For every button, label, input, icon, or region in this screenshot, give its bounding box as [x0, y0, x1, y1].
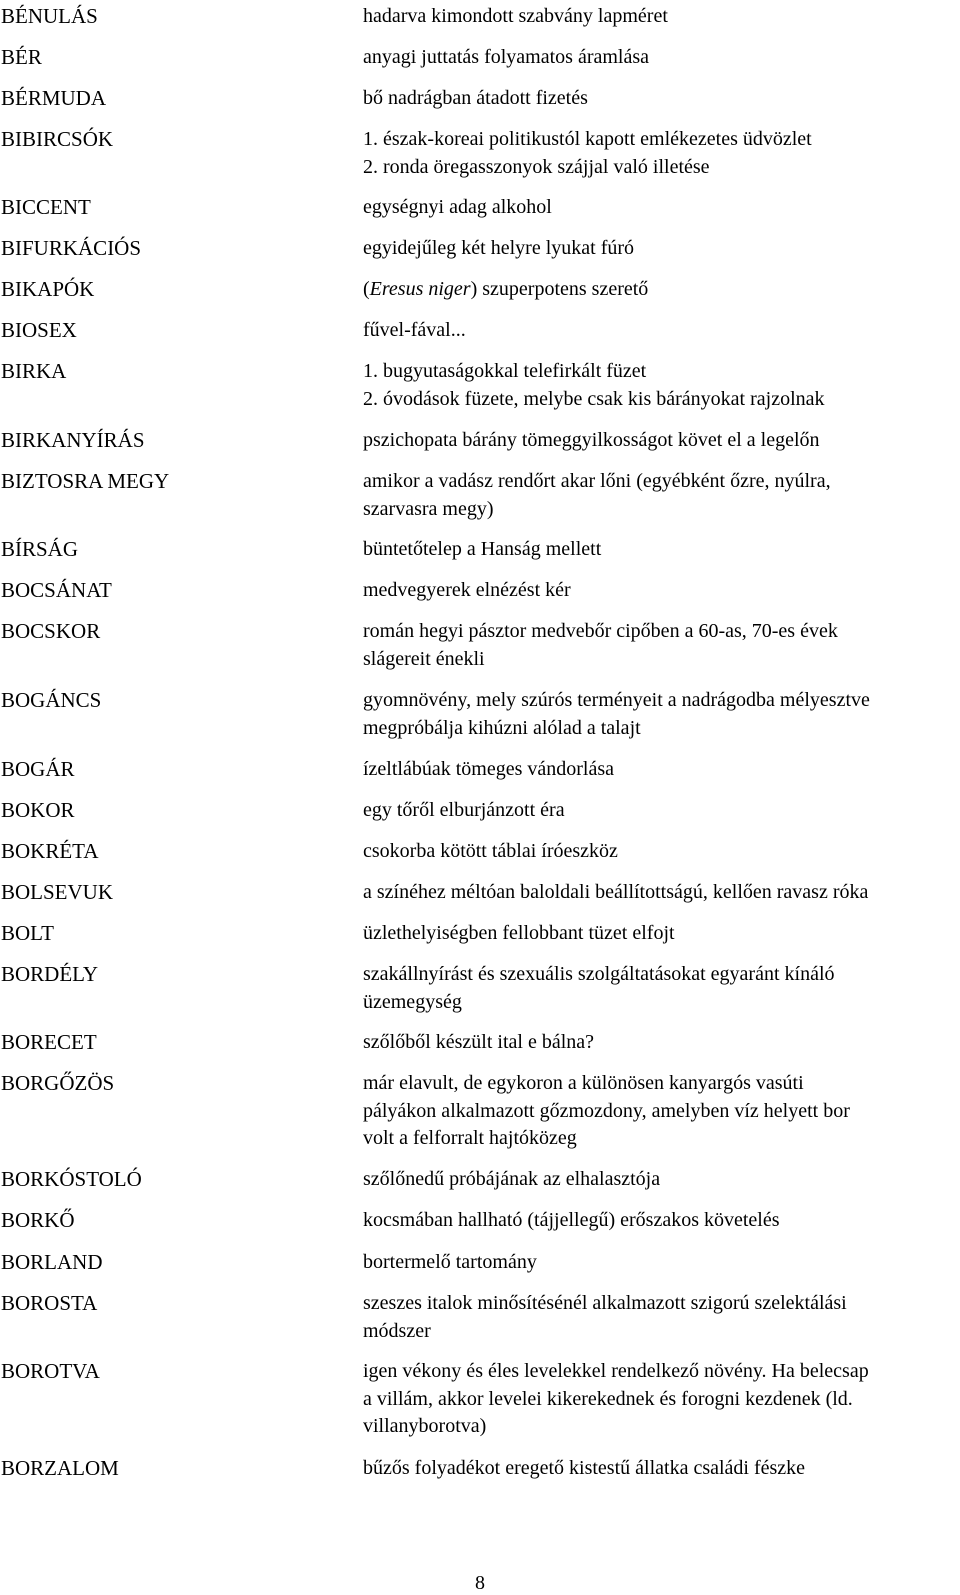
glossary-term: BOROTVA	[1, 1359, 100, 1383]
glossary-term: BOROSTA	[1, 1291, 98, 1315]
definition-line: fűvel-fával...	[363, 319, 466, 341]
definition-line: anyagi juttatás folyamatos áramlása	[363, 46, 650, 68]
definition-line: a villám, akkor levelei kikerekednek és forogni kezdenek (ld.	[363, 1387, 853, 1410]
glossary-term: BOGÁNCS	[1, 688, 102, 712]
glossary-term: BOKOR	[1, 798, 75, 822]
definition-line: 2. óvodások füzete, melybe csak kis bárányokat rajzolnak	[363, 387, 825, 410]
definition-line: 1. észak-koreai politikustól kapott emlékezetes üdvözlet	[363, 128, 812, 150]
glossary-definition	[363, 1166, 960, 1194]
glossary-definition	[363, 1029, 960, 1057]
glossary-definition	[363, 126, 960, 181]
definition-line: ízeltlábúak tömeges vándorlása	[363, 758, 615, 780]
definition-line: csokorba kötött táblai íróeszköz	[363, 840, 618, 862]
glossary-term: BORDÉLY	[1, 962, 99, 986]
definition-line: román hegyi pásztor medvebőr cipőben a 60-as, 70-es évek	[363, 620, 838, 642]
glossary-term: BORKŐ	[1, 1208, 75, 1232]
glossary-term: BIBIRCSÓK	[1, 127, 114, 151]
definition-line: szőlőből készült ital e bálna?	[363, 1031, 595, 1053]
glossary-definition	[363, 536, 960, 564]
glossary-term: BOCSKOR	[1, 619, 101, 643]
definition-line: slágereit énekli	[363, 647, 485, 670]
definition-line: üzlethelyiségben fellobbant tüzet elfojt	[363, 922, 675, 944]
glossary-definition	[363, 1358, 960, 1441]
glossary-definition	[363, 276, 960, 304]
definition-line: bő nadrágban átadott fizetés	[363, 87, 588, 109]
definition-line: bortermelő tartomány	[363, 1251, 537, 1273]
glossary-term: BIKAPÓK	[1, 277, 95, 301]
definition-line: hadarva kimondott szabvány lapméret	[363, 5, 668, 27]
glossary-term: BIOSEX	[1, 318, 77, 342]
glossary-definition	[363, 1207, 960, 1235]
glossary-definition	[363, 577, 960, 605]
definition-line: szeszes italok minősítésénél alkalmazott szigorú szelektálási	[363, 1292, 847, 1314]
glossary-term: BIFURKÁCIÓS	[1, 236, 142, 260]
glossary-term: BOGÁR	[1, 757, 75, 781]
definition-open-paren: (	[363, 278, 370, 300]
glossary-term: BOCSÁNAT	[1, 578, 112, 602]
definition-line: egyidejűleg két helyre lyukat fúró	[363, 237, 635, 259]
glossary-term: BIRKANYÍRÁS	[1, 428, 145, 452]
glossary-term: BORECET	[1, 1030, 97, 1054]
glossary-definition	[363, 920, 960, 948]
definition-line: villanyborotva)	[363, 1415, 487, 1437]
glossary-definition	[363, 879, 960, 907]
glossary-term: BORKÓSTOLÓ	[1, 1167, 142, 1191]
definition-line: pályákon alkalmazott gőzmozdony, amelyben víz helyett bor	[363, 1099, 850, 1122]
glossary-definition	[363, 756, 960, 784]
definition-line: kocsmában hallható (tájjellegű) erőszakos követelés	[363, 1209, 780, 1231]
definition-line: egy tőről elburjánzott éra	[363, 799, 565, 821]
glossary-definition	[363, 44, 960, 72]
glossary-definition	[363, 194, 960, 222]
glossary-term: BÉR	[1, 45, 42, 69]
glossary-definition	[363, 1070, 960, 1153]
glossary-definition	[363, 358, 960, 413]
definition-latin-name: Eresus niger	[369, 278, 471, 300]
definition-line: szőlőnedű próbájának az elhalasztója	[363, 1168, 661, 1190]
definition-line: pszichopata bárány tömeggyilkosságot követ el a legelőn	[363, 429, 820, 451]
glossary-term: BORLAND	[1, 1250, 103, 1274]
definition-line: büntetőtelep a Hanság mellett	[363, 538, 602, 560]
glossary-term: BIRKA	[1, 359, 67, 383]
definition-rest: ) szuperpotens szerető	[470, 278, 649, 300]
glossary-term: BICCENT	[1, 195, 91, 219]
glossary-term: BOLT	[1, 921, 54, 945]
glossary-definition	[363, 618, 960, 673]
glossary-definition	[363, 1249, 960, 1277]
definition-line: módszer	[363, 1319, 431, 1342]
definition-line: üzemegység	[363, 990, 462, 1013]
glossary-definition	[363, 961, 960, 1016]
definition-line: egységnyi adag alkohol	[363, 196, 552, 218]
glossary-definition	[363, 235, 960, 263]
definition-line: szarvasra megy)	[363, 497, 494, 520]
glossary-definition	[363, 3, 960, 31]
definition-line: 1. bugyutaságokkal telefirkált füzet	[363, 360, 647, 382]
glossary-term: BOLSEVUK	[1, 880, 114, 904]
glossary-definition	[363, 85, 960, 113]
page-number: 8	[475, 1572, 485, 1594]
glossary-term: BÉRMUDA	[1, 86, 107, 110]
definition-line: medvegyerek elnézést kér	[363, 579, 571, 601]
definition-line: igen vékony és éles levelekkel rendelkező növény. Ha belecsap	[363, 1360, 869, 1382]
glossary-term: BORZALOM	[1, 1456, 119, 1480]
glossary-definition	[363, 1290, 960, 1345]
glossary-term: BÍRSÁG	[1, 537, 79, 561]
glossary-term: BORGŐZÖS	[1, 1071, 115, 1095]
glossary-definition	[363, 687, 960, 742]
definition-line	[363, 276, 960, 304]
definition-line: gyomnövény, mely szúrós terményeit a nadrágodba mélyesztve	[363, 689, 870, 711]
glossary-definition	[363, 1455, 960, 1483]
definition-line: megpróbálja kihúzni alólad a talajt	[363, 716, 641, 739]
glossary-term: BOKRÉTA	[1, 839, 99, 863]
glossary-term: BÉNULÁS	[1, 4, 98, 28]
definition-line: szakállnyírást és szexuális szolgáltatásokat egyaránt kínáló	[363, 963, 835, 985]
glossary-definition	[363, 427, 960, 455]
definition-line: 2. ronda öregasszonyok szájjal való illetése	[363, 155, 710, 178]
glossary-definition	[363, 838, 960, 866]
glossary-definition	[363, 317, 960, 345]
definition-line: volt a felforralt hajtóközeg	[363, 1127, 577, 1149]
definition-line: bűzős folyadékot eregető kistestű állatka családi fészke	[363, 1457, 806, 1479]
glossary-term: BIZTOSRA MEGY	[1, 469, 170, 493]
definition-line: már elavult, de egykoron a különösen kanyargós vasúti	[363, 1072, 804, 1094]
glossary-definition	[363, 797, 960, 825]
definition-line: amikor a vadász rendőrt akar lőni (egyébként őzre, nyúlra,	[363, 470, 831, 492]
definition-line: a színéhez méltóan baloldali beállítottságú, kellően ravasz róka	[363, 881, 869, 903]
glossary-definition	[363, 468, 960, 523]
